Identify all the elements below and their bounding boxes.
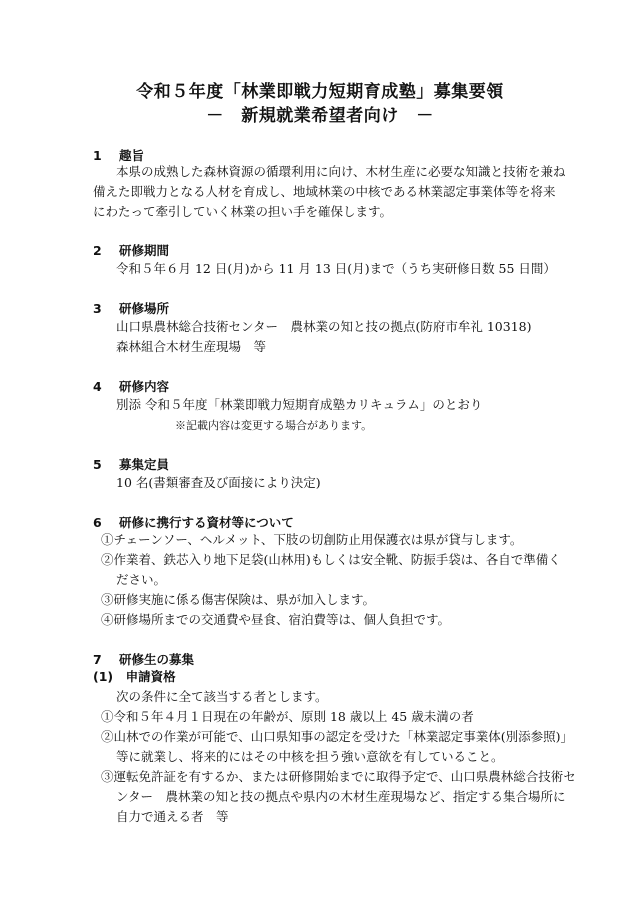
section-5-heading (93, 455, 169, 473)
section-4-heading (93, 377, 169, 395)
section-title: 研修期間 (119, 243, 170, 258)
section-6-item: ①チェーンソー、ヘルメット、下肢の切創防止用保護衣は県が貸与します。 (101, 532, 523, 547)
section-2-line: 令和５年６月 12 日(月)から 11 月 13 日(月)まで（うち実研修日数 55 日間） (116, 261, 556, 276)
section-1-line: 本県の成熟した森林資源の循環利用に向け、木材生産に必要な知識と技術を兼ね (116, 164, 566, 179)
section-3-line: 山口県農林総合技術センター 農林業の知と技の拠点(防府市牟礼 10318) (116, 319, 532, 334)
section-title: 趣旨 (119, 148, 145, 163)
section-title: 募集定員 (119, 457, 170, 472)
section-7-item: ①令和５年４月１日現在の年齢が、原則 18 歳以上 45 歳未満の者 (101, 709, 474, 724)
section-7-subheading: (1) 申請資格 (93, 669, 176, 684)
section-7-line: 次の条件に全て該当する者とします。 (116, 689, 328, 704)
section-7-heading (93, 650, 194, 668)
section-7-item-continued: 自力で通える者 等 (116, 809, 229, 824)
section-1-line: にわたって牽引していく林業の担い手を確保します。 (93, 204, 393, 219)
section-6-heading (93, 513, 294, 531)
section-number: 3 (93, 301, 102, 316)
section-5-line: 10 名(書類審査及び面接により決定) (116, 475, 321, 490)
section-6-item: ④研修場所までの交通費や昼食、宿泊費等は、個人負担です。 (101, 612, 451, 627)
section-7-item-continued: ンター 農林業の知と技の拠点や県内の木材生産現場など、指定する集合場所に (116, 789, 566, 804)
section-7-item: ③運転免許証を有するか、または研修開始までに取得予定で、山口県農林総合技術セ (101, 769, 576, 784)
section-2-heading (93, 241, 169, 259)
section-7-item-continued: 等に就業し、将来的にはその中核を担う強い意欲を有していること。 (116, 749, 504, 764)
section-title: 研修に携行する資材等について (119, 515, 294, 530)
section-title: 研修内容 (119, 379, 170, 394)
section-number: 1 (93, 148, 102, 163)
section-3-line: 森林組合木材生産現場 等 (116, 339, 267, 354)
section-number: 2 (93, 243, 102, 258)
section-title: 研修場所 (119, 301, 170, 316)
document-title: 令和５年度「林業即戦力短期育成塾」募集要領 (136, 82, 504, 102)
section-number: 7 (93, 652, 102, 667)
section-title: 研修生の募集 (119, 652, 195, 667)
section-number: 6 (93, 515, 102, 530)
section-number: 5 (93, 457, 102, 472)
section-number: 4 (93, 379, 102, 394)
section-1-line: 備えた即戦力となる人材を育成し、地域林業の中核である林業認定事業体等を将来 (93, 184, 556, 199)
section-6-item-continued: ださい。 (116, 572, 167, 587)
section-4-line: 別添 令和５年度「林業即戦力短期育成塾カリキュラム」のとおり (116, 397, 483, 412)
document-subtitle: － 新規就業希望者向け － (206, 106, 434, 126)
section-4-note: ※記載内容は変更する場合があります。 (175, 419, 373, 432)
section-7-item: ②山林での作業が可能で、山口県知事の認定を受けた「林業認定事業体(別添参照)」 (101, 729, 574, 744)
section-6-item: ②作業着、鉄芯入り地下足袋(山林用)もしくは安全靴、防振手袋は、各自で準備く (101, 552, 561, 567)
section-6-item: ③研修実施に係る傷害保険は、県が加入します。 (101, 592, 376, 607)
section-1-heading (93, 146, 144, 164)
section-3-heading (93, 299, 169, 317)
